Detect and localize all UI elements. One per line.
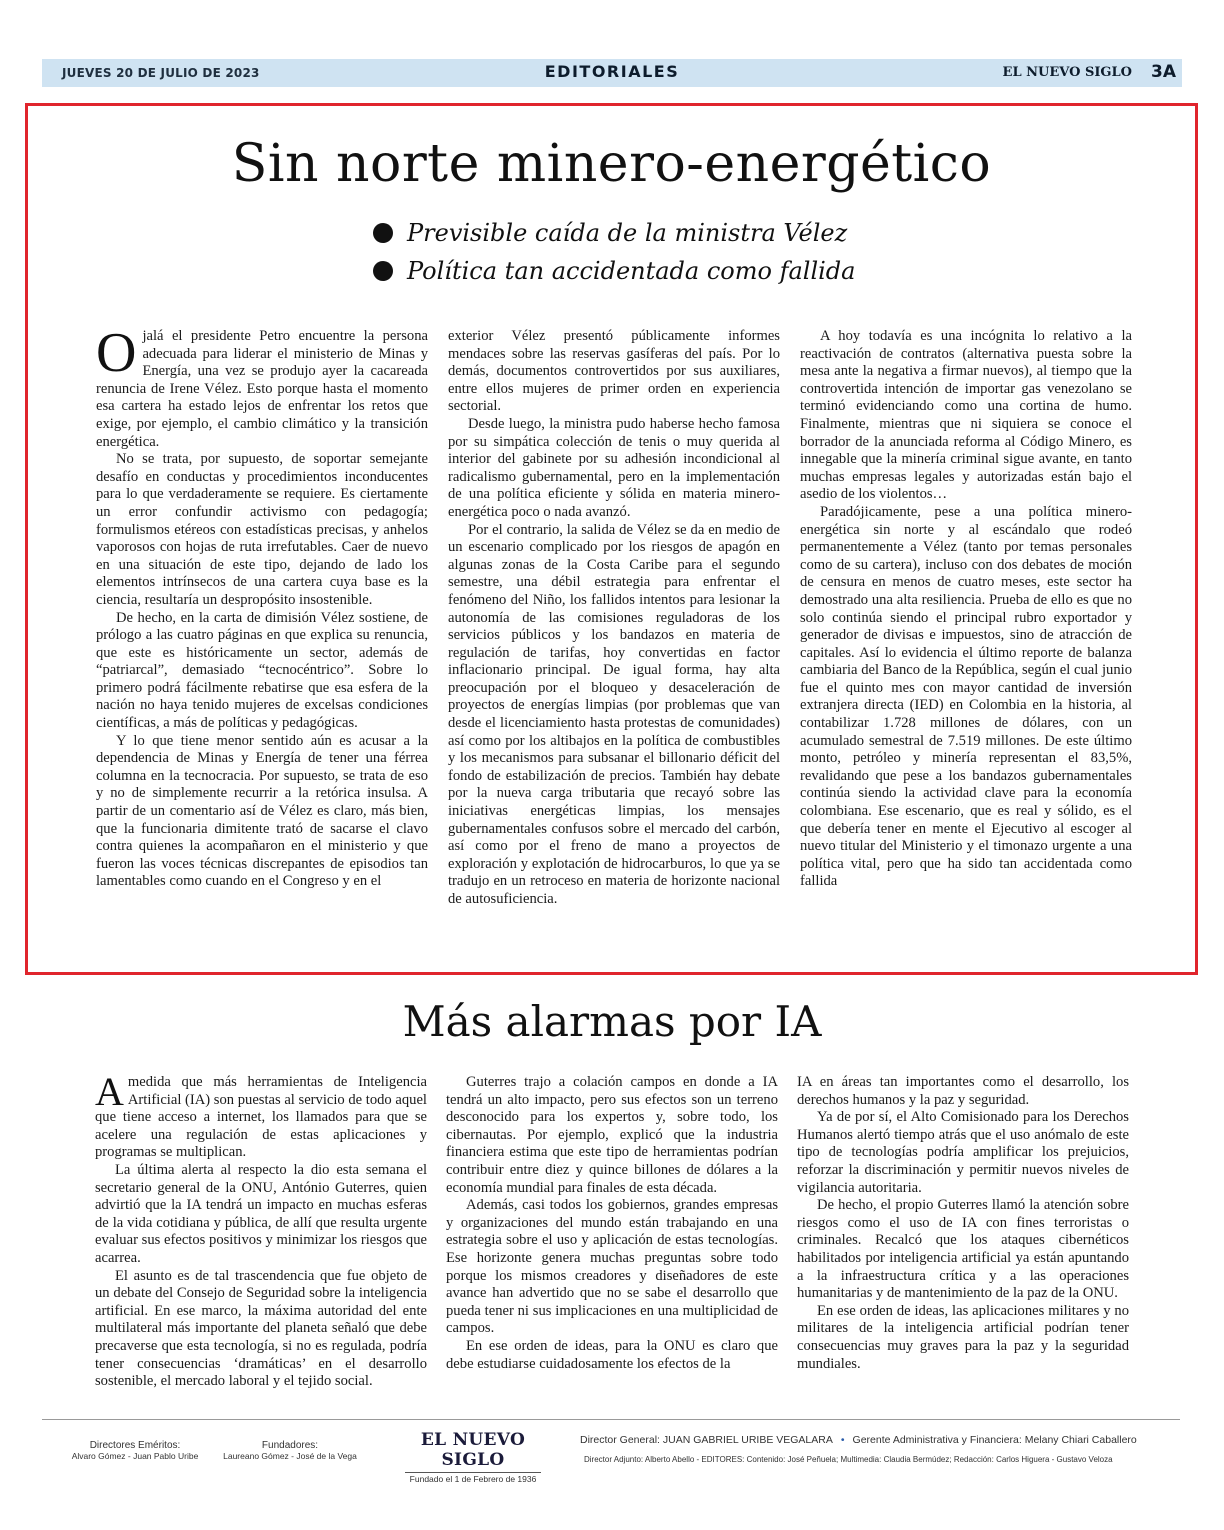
bullet-dot-icon [373,261,393,281]
paragraph: Ya de por sí, el Alto Comisionado para los Derechos Humanos alertó tiempo atrás que el uso anómalo de este tipo de tecnologías podría amplificar los prejuicios, reforzar la discriminación y permitir nuevos niveles de vigilancia autoritaria. [797,1109,1129,1196]
paragraph: Y lo que tiene menor sentido aún es acusar a la dependencia de Minas y Energía de tener una férrea columna en la tecnocracia. Por supuesto, se trata de eso y no de simplemente recurrir a la retórica insulsa. A partir de un comentario así de Vélez es claro, más bien, que la funcionaria dimitente trató de sacarse el clavo contra quienes la acompañaron en el ministerio y que fueron las voces técnicas discrepantes de episodios tan lamentables como cuando en el Congreso y en el [96,732,428,890]
paragraph: A hoy todavía es una incógnita lo relativo a la reactivación de contratos (alternativa puesta sobre la mesa ante la negativa a firmar nuevos), al tiempo que la controvertida intención de importar gas venezolano se terminó evidenciando como una cortina de humo. Finalmente, mientras que ni siquiera se conoce el borrador de la anunciada reforma al Código Minero, es innegable que la minería criminal sigue avante, en tanto muchas empresas legales y autorizadas están bajo el asedio de los violentos… [800,328,1132,503]
emeritus-label: Directores Eméritos: [89,1440,181,1451]
founders-names: Laureano Gómez - José de la Vega [223,1451,357,1461]
drop-cap: A [95,1069,124,1114]
paragraph: Paradójicamente, pese a una política minero-energética sin norte y al escándalo que rodeó permanentemente a Vélez (tanto por temas personales como de su cartera), incluso con dos debates de moción de censura en menos de cuatro meses, este sector ha demostrado una alta resiliencia. Prueba de ello es que no solo continúa siendo el principal rubro exportador y generador de divisas e impuestos, sino de atracción de capitales. Así lo evidencia el último reporte de balanza cambiaria del Banco de la República, según el cual junio fue el quinto mes con mayor cantidad de inversión extranjera directa (IED) en Colombia en la historia, al contabilizar 1.728 millones de dólares, con un acumulado semestral de 7.519 millones. De este último monto, petróleo y minería representan el 83,5%, revalidando que pese a los bandazos gubernamentales continúa siendo la actividad clave para la economía colombiana. Ese escenario, que es real y sólido, es el que debería tener en mente el Ejecutivo al escoger al nuevo titular del Ministerio y el timonazo urgente a una política vital, pero que ha sido tan accidentada como fallida [800,503,1132,890]
article-column-1 [96,322,428,891]
paragraph: En ese orden de ideas, las aplicaciones militares y no militares de la inteligencia artificial podrían tener consecuencias muy graves para la paz y la seguridad mundiales. [797,1302,1129,1372]
edition-date: JUEVES 20 DE JULIO DE 2023 [62,66,260,80]
paragraph: exterior Vélez presentó públicamente informes mendaces sobre las reservas gasíferas del país. Por lo demás, documentos controvertidos por sus auxiliares, entre ellos mujeres de primer orden en experiencia sectorial. [448,328,780,415]
paragraph: De hecho, en la carta de dimisión Vélez sostiene, de prólogo a las cuatro páginas en que explica su renuncia, que este es históricamente un sector, además de “patriarcal”, demasiado “tecnocéntrico”. Sobre lo primero podrá fácilmente rebatirse que esa esfera de la nación no haya tenido mujeres de excelsas condiciones científicas, a más de políticas y pedagógicas. [96,609,428,732]
paragraph: Guterres trajo a colación campos en donde a IA tendrá un alto impacto, pero sus efectos son un terreno desconocido para los expertos y, sobre todo, los cibernautas. Por ejemplo, explicó que la industria financiera estima que este tipo de herramientas podrían contribuir entre diez y quince billones de dólares a la economía mundial para finales de esta década. [446,1074,778,1196]
subtitle-bullet-1 [373,219,847,247]
paragraph: Ojalá el presidente Petro encuentre la persona adecuada para liderar el ministerio de Minas y Energía, una vez se produjo ayer la cacareada renuncia de Irene Vélez. Esto porque hasta el momento esa cartera ha estado lejos de enfrentar los retos que exige, por ejemplo, el cambio climático y la transición energética. [96,322,428,450]
article-column-3 [800,328,1132,891]
page-header-bar [42,59,1182,87]
subtitle-text: Previsible caída de la ministra Vélez [407,219,848,247]
founders [220,1440,360,1461]
bullet-dot-icon [373,223,393,243]
director-line: Director General: JUAN GABRIEL URIBE VEGALARA • Gerente Administrativa y Financiera: Melany Chiari Caballero [580,1434,1137,1446]
paragraph: En ese orden de ideas, para la ONU es claro que debe estudiarse cuidadosamente los efectos de la [446,1337,778,1372]
editorial-title: Sin norte minero-energético [231,134,992,194]
drop-cap: O [96,322,137,384]
section-title: EDITORIALES [544,62,680,81]
article-2-column-3 [797,1074,1129,1373]
paragraph: Además, casi todos los gobiernos, grandes empresas y organizaciones del mundo están trabajando en una estrategia sobre el uso y aplicación de estas tecnologías. Ese horizonte genera muchas preguntas sobre todo porque los mismos creadores y diseñadores de este avance han advertido que no se sabe el desarrollo que pueda tener ni sus implicaciones en una multiplicidad de campos. [446,1197,778,1337]
subtitle-bullet-2 [373,257,855,285]
footer-divider [42,1419,1180,1420]
editorial-2-title: Más alarmas por IA [402,997,822,1046]
article-2-column-1 [95,1069,427,1391]
page-number: 3A [1151,62,1176,82]
paper-name: EL NUEVO SIGLO [1002,65,1132,80]
paragraph: El asunto es de tal trascendencia que fue objeto de un debate del Consejo de Seguridad sobre la inteligencia artificial. En ese marco, la máxima autoridad del ente multilateral más importante del planeta señaló que debe precaverse que esta tecnología, si no es regulada, podría tener consecuencias ‘dramáticas’ en el desarrollo sostenible, el mercado laboral y el tejido social. [95,1267,427,1390]
editors-line: Director Adjunto: Alberto Abello - EDITORES: Contenido: José Peñuela; Multimedia: Claudia Bermúdez; Redacción: Carlos Higuera - Gustavo Veloza [584,1455,1113,1464]
paragraph: La última alerta al respecto la dio esta semana el secretario general de la ONU, António Guterres, quien advirtió que la IA tendrá un impacto en muchas esferas de la vida cotidiana y pública, de allí que resulta urgente evaluar sus efectos positivos y minimizar los riesgos que acarrea. [95,1161,427,1266]
logo-name: EL NUEVO SIGLO [420,1430,526,1470]
subtitle-text: Política tan accidentada como fallida [407,257,856,285]
article-2-column-2 [446,1074,778,1373]
emeritus-names: Alvaro Gómez - Juan Pablo Uribe [71,1451,199,1461]
newspaper-logo [405,1430,541,1484]
bullet-icon: • [840,1434,845,1446]
emeritus-directors [60,1440,210,1461]
article-column-2 [448,328,780,909]
editorial-main-box [25,103,1198,975]
paragraph: Desde luego, la ministra pudo haberse hecho famosa por su simpática colección de tenis o muy querida al interior del gabinete por su adhesión incondicional al radicalismo gubernamental, pero en la implementación de una política eficiente y sólida en materia minero-energética poco o nada avanzó. [448,415,780,520]
paragraph: Amedida que más herramientas de Inteligencia Artificial (IA) son puestas al servicio de todo aquel que tiene acceso a internet, los llamados para que se acelere una regulación de estas aplicaciones y programas se multiplican. [95,1069,427,1161]
paragraph: Por el contrario, la salida de Vélez se da en medio de un escenario complicado por los riesgos de apagón en algunas zonas de la Costa Caribe para el segundo semestre, una débil estrategia para enfrentar el fenómeno del Niño, los fallidos intentos para lesionar la autonomía de las comisiones reguladoras de los servicios públicos y los bandazos en materia de regulación de tarifas, hoy convertidas en factor inflacionario principal. De igual forma, hay alta preocupación por el bloqueo y desaceleración de proyectos de energías limpias (por problemas que van desde el licenciamiento hasta protestas de comunidades) así como por los altibajos en la política de combustibles y los mecanismos para subsanar el billonario déficit del fondo de estabilización de precios. También hay debate por la nueva carga tributaria que recayó sobre las iniciativas energéticas limpias, los mensajes gubernamentales confusos sobre el mercado del carbón, así como por el freno de mano a proyectos de exploración y explotación de hidrocarburos, lo que ya se tradujo en un retroceso en materia de horizonte nacional de autosuficiencia. [448,521,780,907]
founders-label: Fundadores: [261,1440,319,1451]
paragraph: No se trata, por supuesto, de soportar semejante desafío en conductas y procedimientos inconducentes para lo que verdaderamente se requiere. Es ciertamente un error confundir activismo con pedagogía; formulismos etéreos con estadísticas precisas, y anhelos vaporosos con hojas de ruta irrefutables. Caer de nuevo en una situación de este tipo, dejando de lado los elementos intrínsecos de una cartera cuya base es la ciencia, resultaría un despropósito insostenible. [96,451,428,608]
paragraph: IA en áreas tan importantes como el desarrollo, los derechos humanos y la paz y seguridad. [797,1074,1129,1108]
paragraph: De hecho, el propio Guterres llamó la atención sobre riesgos como el uso de IA con fines terroristas o criminales. Recalcó que los ataques cibernéticos habilitados por inteligencia artificial ya están apuntando a la infraestructura crítica y a las operaciones humanitarias y de mantenimiento de la paz de la ONU. [797,1197,1129,1302]
founded-date: Fundado el 1 de Febrero de 1936 [405,1472,541,1484]
